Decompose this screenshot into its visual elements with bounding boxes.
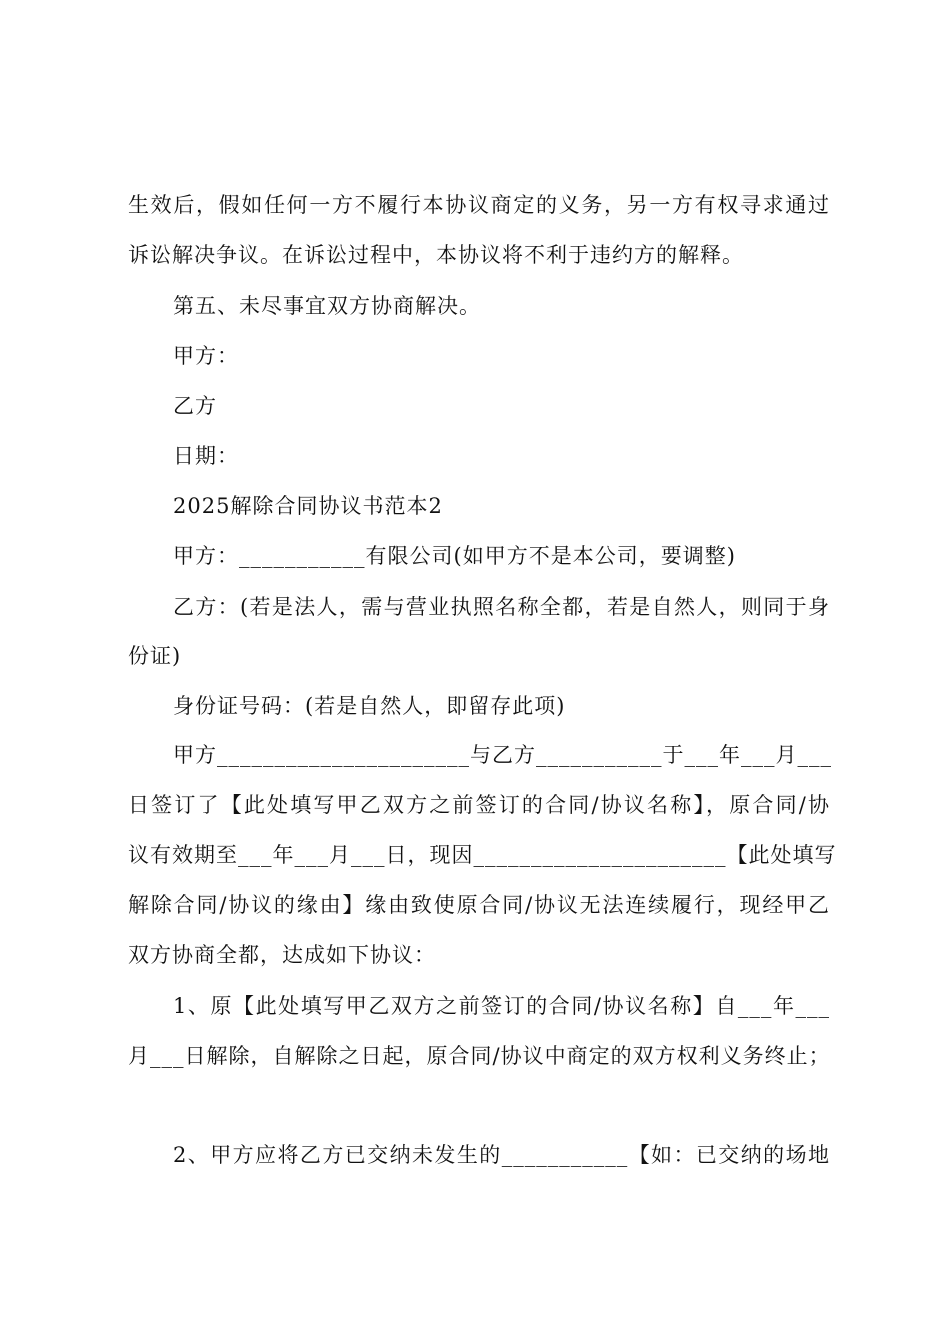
paragraph-line: 诉讼解决争议。在诉讼过程中，本协议将不利于违约方的解释。	[128, 243, 744, 267]
paragraph-line: 份证)	[128, 644, 182, 668]
paragraph-line: 生效后，假如任何一方不履行本协议商定的义务，另一方有权寻求通过	[128, 193, 830, 217]
paragraph-line: 第五、未尽事宜双方协商解决。	[173, 294, 481, 318]
date-label: 日期：	[173, 444, 239, 468]
paragraph-line: 解除合同/协议的缘由】缘由致使原合同/协议无法连续履行，现经甲乙	[128, 893, 830, 917]
list-item: 1、原【此处填写甲乙双方之前签订的合同/协议名称】自___年___	[173, 994, 830, 1018]
list-item: 月___日解除，自解除之日起，原合同/协议中商定的双方权利义务终止；	[128, 1044, 831, 1068]
paragraph-line: 议有效期至___年___月___日，现因______________________【此处填写	[128, 843, 837, 867]
party-b-label: 乙方	[173, 394, 217, 418]
paragraph-line: 日签订了【此处填写甲乙双方之前签订的合同/协议名称】，原合同/协	[128, 793, 830, 817]
list-item: 2、甲方应将乙方已交纳未发生的___________【如：已交纳的场地	[173, 1143, 830, 1167]
party-a-label: 甲方：	[173, 344, 239, 368]
paragraph-line: 身份证号码：(若是自然人，即留存此项)	[173, 694, 566, 718]
paragraph-line: 乙方：(若是法人，需与营业执照名称全都，若是自然人，则同于身	[173, 595, 830, 619]
paragraph-line: 甲方______________________与乙方___________于___年___月___	[173, 743, 832, 767]
paragraph-line: 甲方：___________有限公司(如甲方不是本公司，要调整)	[173, 544, 736, 568]
section-title: 2025解除合同协议书范本2	[173, 494, 443, 518]
paragraph-line: 双方协商全都，达成如下协议：	[128, 943, 436, 967]
